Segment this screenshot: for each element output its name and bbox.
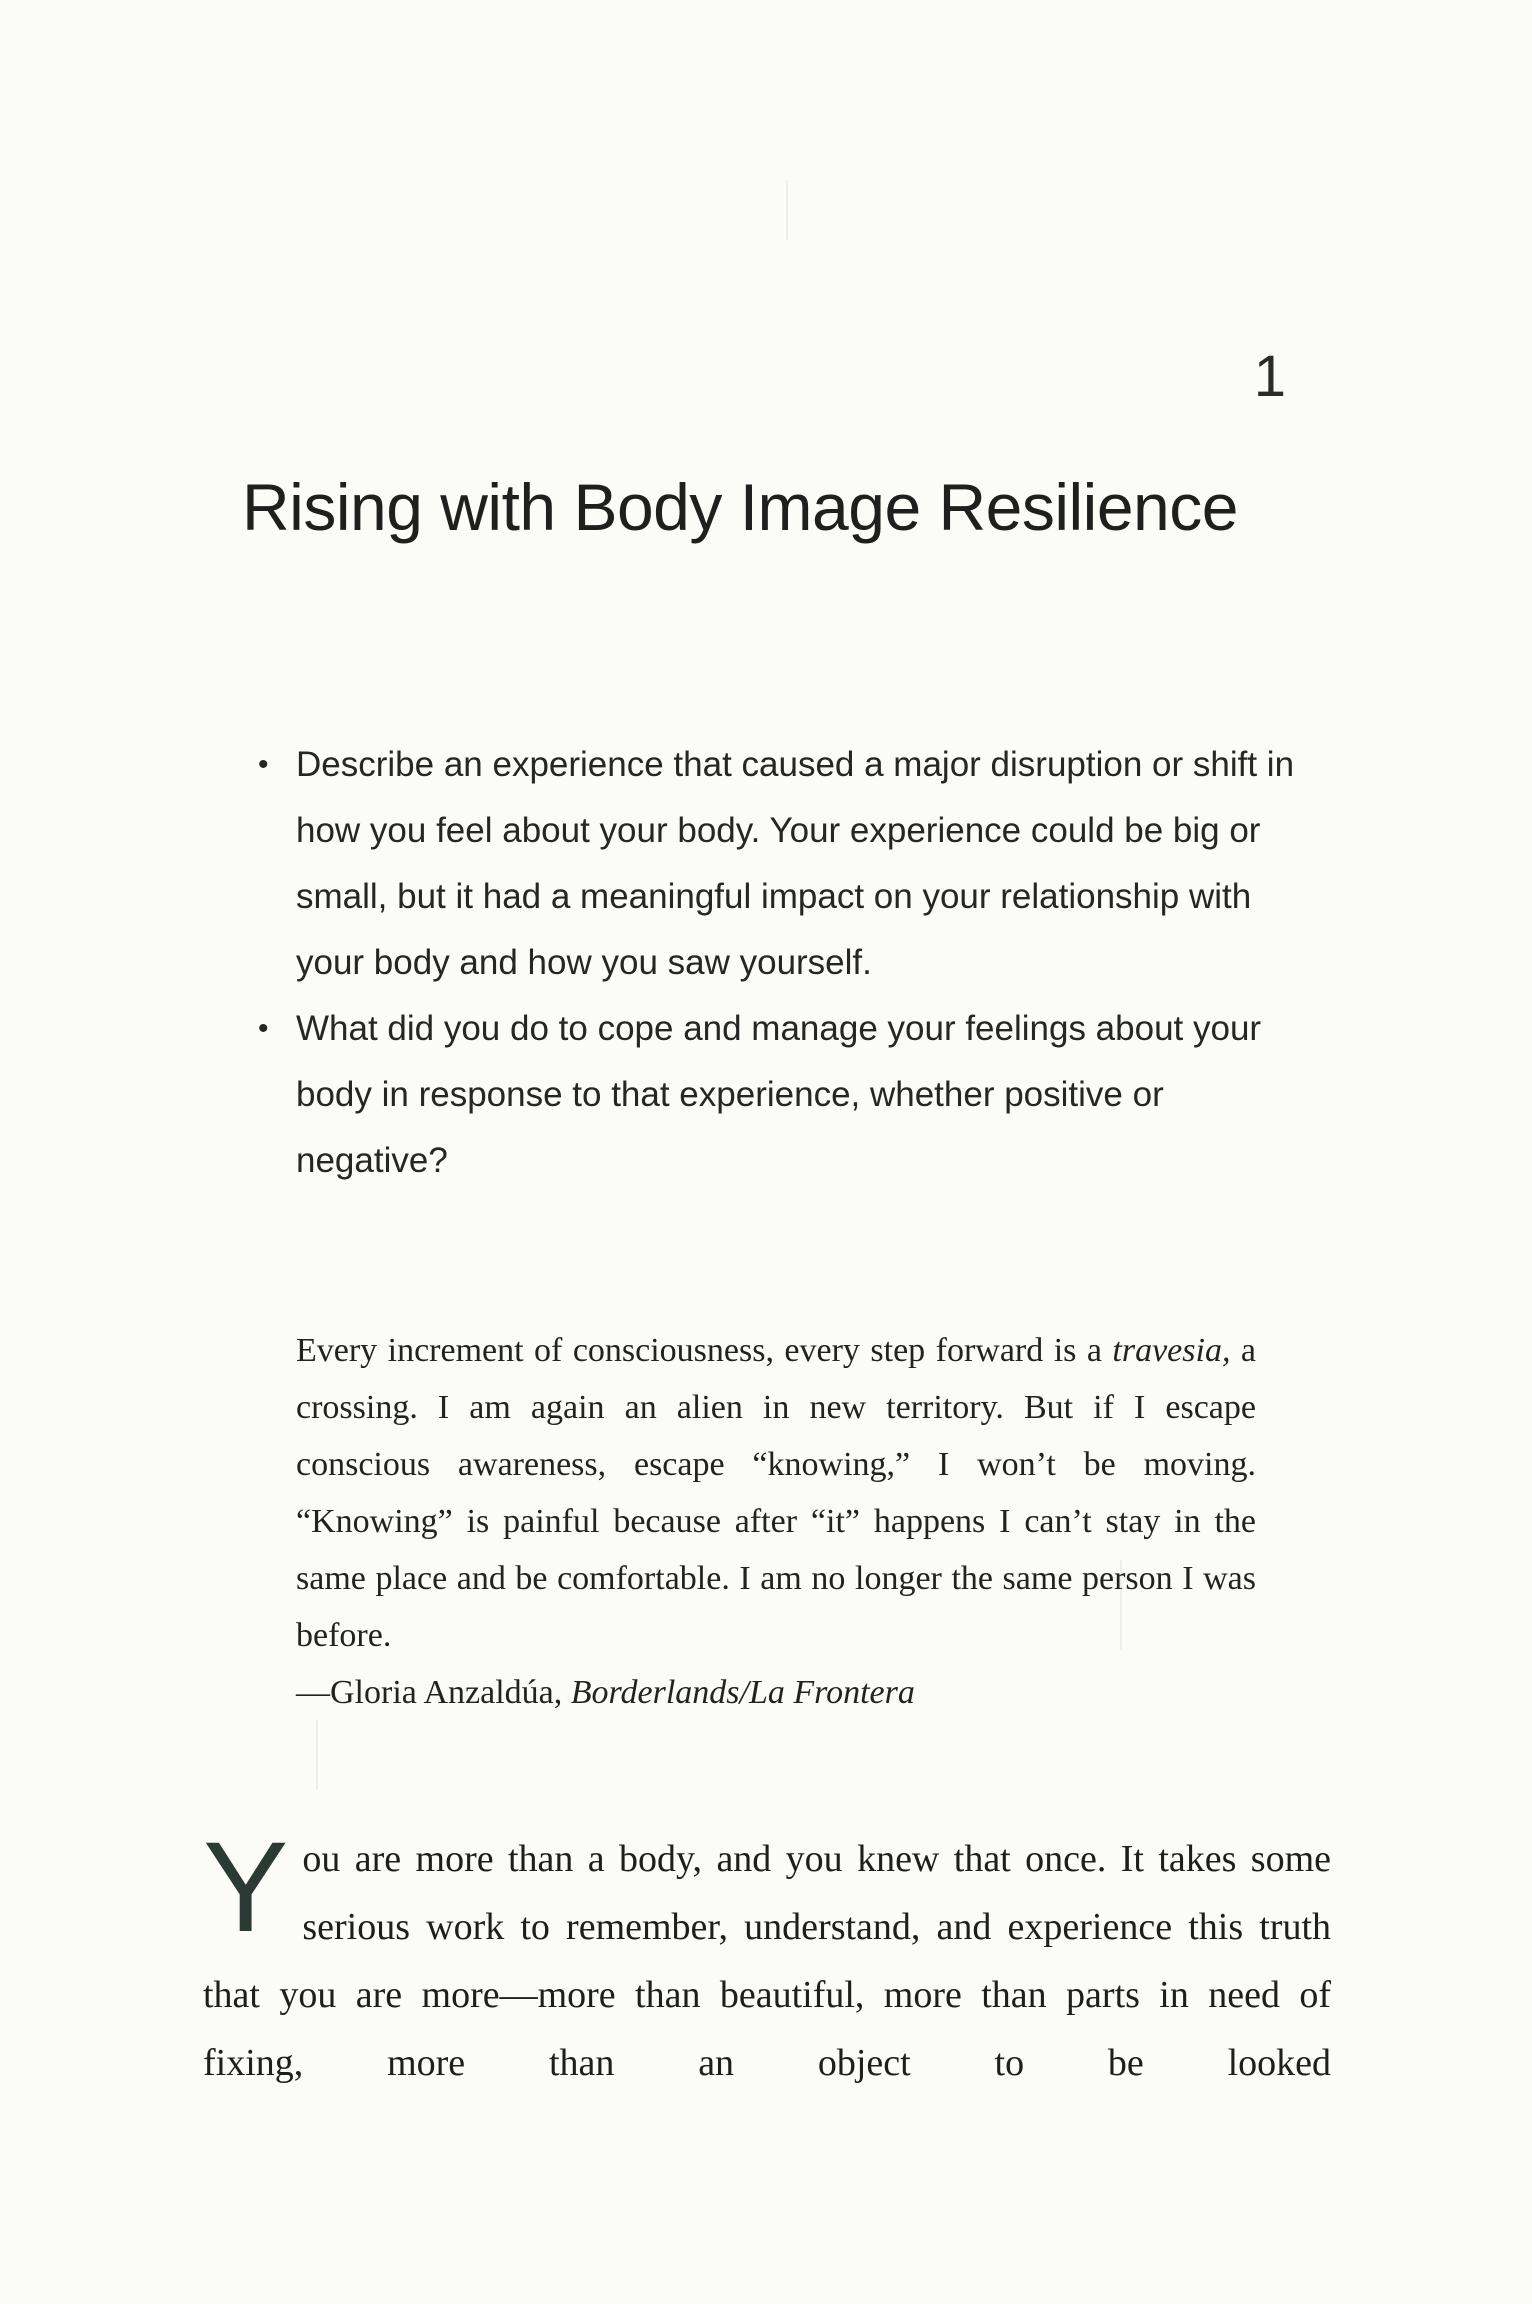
epigraph-attribution (296, 1664, 1256, 1721)
reflection-prompts-list (254, 732, 1314, 1194)
chapter-number: 1 (1253, 344, 1286, 409)
attribution-author: —Gloria Anzaldúa, (296, 1674, 571, 1711)
reflection-prompt-text: What did you do to cope and manage your feelings about your body in response to that experience, whether positive or negative? (296, 1009, 1262, 1180)
reflection-prompt (254, 996, 1314, 1194)
epigraph-quote (296, 1322, 1256, 1664)
reflection-prompt-text: Describe an experience that caused a major disruption or shift in how you feel about your body. Your experience could be big or small, but it had a meaningful impact on your relationship with your body and how you saw yourself. (296, 745, 1295, 982)
scan-artifact-line (316, 1720, 318, 1790)
epigraph-text-part: Every increment of consciousness, every step forward is a (296, 1332, 1113, 1369)
body-paragraph (203, 1816, 1331, 2097)
body-paragraph-text: ou are more than a body, and you knew that once. It takes some serious work to remember, understand, and experience this truth that you are more—more than beautiful, more than parts in need of fixing, more than an object to be looked (203, 1838, 1331, 2084)
epigraph-italic-word: travesia, (1112, 1332, 1231, 1369)
bullet-icon: • (258, 748, 269, 781)
attribution-work-title: Borderlands/La Frontera (570, 1674, 915, 1711)
bullet-icon: • (258, 1012, 269, 1045)
chapter-title: Rising with Body Image Resilience (242, 470, 1238, 544)
epigraph (296, 1322, 1256, 1721)
epigraph-text-part: a crossing. I am again an alien in new territory. But if I escape conscious awareness, escape “knowing,” I won’t be moving. “Knowing” is painful because after “it” happens I can’t stay in the same place and be comfortable. I am no longer the same person I was before. (296, 1332, 1257, 1654)
reflection-prompt (254, 732, 1314, 996)
scan-artifact-line (786, 180, 788, 240)
drop-cap: Y (203, 1816, 289, 1959)
